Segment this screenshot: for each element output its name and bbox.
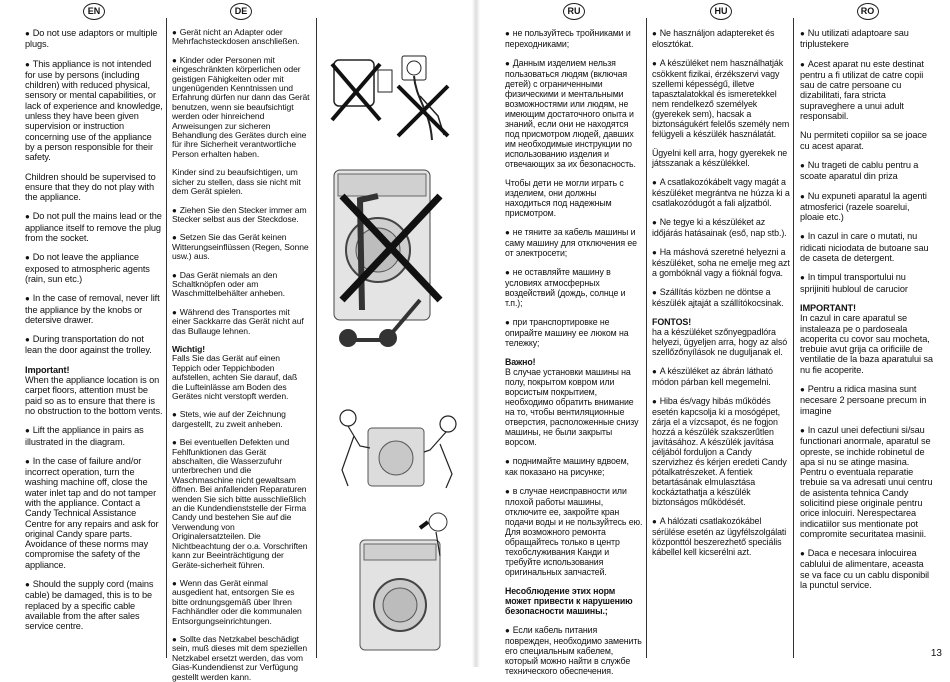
hu-paragraph-text: Szállítás közben ne döntse a készülék ajtaját a szállítókocsinak.: [652, 287, 784, 308]
de-paragraph-text: Stets, wie auf der Zeichnung dargestellt, zu zweit anheben.: [172, 409, 286, 429]
flag-en: EN: [83, 3, 105, 20]
ro-paragraph: [800, 303, 935, 375]
en-heading: Important!: [25, 364, 70, 375]
en-paragraph-text: When the appliance location is on carpet floors, attention must be paid so as to ensure that there is no obstruction to the bottom vents.: [25, 375, 163, 416]
ru-paragraph: [505, 357, 643, 447]
ru-paragraph: [505, 317, 643, 348]
ro-paragraph-text: In timpul transportului nu sprijiniti hubloul de carucior: [800, 272, 908, 294]
ro-paragraph: [800, 548, 935, 590]
de-paragraph: [172, 206, 310, 225]
de-paragraph: [172, 438, 310, 570]
column-de: [172, 0, 310, 682]
en-paragraph-text: Should the supply cord (mains cable) be damaged, this is to be replaced by a specific cable available from the after sales service centre.: [25, 579, 154, 632]
flag-de: DE: [230, 3, 252, 20]
ro-paragraph: [800, 160, 935, 182]
en-paragraph-text: In the case of failure and/or incorrect operation, turn the washing machine off, close the water inlet tap and do not tamper with the appliance. Contact a Candy Technical Assistance Centre for any repairs and ask for original Candy spare parts. Avoidance of these norms may compromise the safety of the appliance.: [25, 455, 159, 570]
de-paragraph-text: Das Gerät niemals an den Schaltknöpfen oder am Waschmittelbehälter anheben.: [172, 269, 285, 299]
ru-paragraph: [505, 586, 643, 616]
ru-paragraph: [505, 178, 643, 218]
de-paragraph-text: Sollte das Netzkabel beschädigt sein, muß dieses mit dem speziellen Netzkabel ersetzt werden, das vom Gias-Kundendienst zur Verfügung gestellt werden kann.: [172, 633, 308, 682]
de-paragraph: [172, 410, 310, 429]
ro-paragraph: [800, 130, 935, 151]
ru-paragraph-text: Если кабель питания поврежден, необходимо заменить его специальным кабелем, который можно найти в службе технического обеспечения.: [505, 625, 642, 676]
en-paragraph-text: Lift the appliance in pairs as illustrated in the diagram.: [25, 425, 144, 447]
service-illustration: [360, 513, 447, 650]
hu-paragraph: [652, 28, 790, 49]
de-paragraph-text: Falls Sie das Gerät auf einen Teppich oder Teppichboden aufstellen, achten Sie darauf, daß die Lufteinlässe am Boden des Gerätes nicht verstopft werden.: [172, 353, 298, 401]
hu-heading: FONTOS!: [652, 317, 692, 327]
ru-paragraph: [505, 486, 643, 577]
illustrations: [320, 0, 470, 667]
hu-paragraph-text: Ügyelni kell arra, hogy gyerekek ne játsszanak a készülékkel.: [652, 148, 788, 168]
en-paragraph: [25, 252, 163, 284]
ru-paragraph-text: Чтобы дети не могли играть с изделием, они должны находиться под надежным присмотром.: [505, 178, 624, 218]
text-hu: [652, 22, 790, 557]
en-paragraph: [25, 365, 163, 416]
divider: [646, 18, 647, 658]
de-paragraph: [172, 56, 310, 159]
text-ro: [800, 22, 935, 590]
hu-paragraph: [652, 177, 790, 208]
en-paragraph-text: This appliance is not intended for use by persons (including children) with reduced physical, sensory or mental capabilities, or lack of experience and knowledge, unless they have been given supervision or instruction concerning use of the appliance by a person responsible for their safety.: [25, 58, 163, 163]
hu-paragraph: [652, 317, 790, 357]
en-paragraph: [25, 579, 163, 631]
ru-paragraph-text: поднимайте машину вдвоем, как показано на рисунке;: [505, 456, 629, 477]
de-paragraph: [172, 233, 310, 261]
ru-heading: Несоблюдение этих норм может привести к нарушению безопасности машины.;: [505, 586, 633, 616]
column-ru: [505, 0, 643, 676]
en-paragraph: [25, 293, 163, 325]
de-paragraph: [172, 271, 310, 299]
ro-paragraph-text: In cazul in care aparatul se instaleaza pe o pardoseala acoperita cu covor sau mocheta, trebuie avut grija ca orificiile de ventilatie de la baza aparatului sa nu fie acoperite.: [800, 313, 933, 375]
ru-paragraph: [505, 28, 643, 49]
hu-paragraph-text: ha a készüléket szőnyegpadlóra helyezi, ügyeljen arra, hogy az alsó szellőzőnyílások ne duguljanak el.: [652, 327, 788, 357]
ro-paragraph: [800, 59, 935, 122]
ro-paragraph: [800, 272, 935, 294]
hu-paragraph-text: Ha máshová szeretné helyezni a készüléket, soha ne emelje meg azt a gombóknál vagy a fióknál fogva.: [652, 247, 790, 278]
en-paragraph: [25, 28, 163, 50]
text-de: [172, 22, 310, 682]
ru-paragraph-text: В случае установки машины на полу, покрытом ковром или ворсистым покрытием, необходимо обратить внимание на то, чтобы вентиляционные отверстия, расположенные снизу машины, не были закрыты ворсом.: [505, 367, 639, 447]
text-en: [25, 22, 163, 632]
ro-paragraph-text: Nu utilizati adaptoare sau triplustekere: [800, 28, 909, 50]
ro-paragraph: [800, 231, 935, 263]
ro-paragraph-text: Daca e necesara inlocuirea cablului de alimentare, aceasta se va face cu un cablu disponibil la punctul service.: [800, 548, 929, 591]
text-ru: [505, 22, 643, 676]
column-ro: [800, 0, 935, 667]
ru-paragraph-text: не тяните за кабель машины и саму машину для отключения ее от электросети;: [505, 227, 637, 258]
hu-paragraph-text: A hálózati csatlakozókábel sérülése esetén az ügyfélszolgálati központtól beszerezhető speciális kábellel kell kicserélni azt.: [652, 516, 787, 557]
hu-paragraph: [652, 247, 790, 278]
page-fold: [472, 0, 480, 667]
de-paragraph: [172, 635, 310, 682]
ru-paragraph: [505, 456, 643, 477]
en-paragraph: [25, 211, 163, 243]
de-heading: Wichtig!: [172, 343, 206, 354]
hu-paragraph: [652, 516, 790, 557]
hu-paragraph: [652, 396, 790, 507]
en-paragraph-text: Do not pull the mains lead or the appliance itself to remove the plug from the socket.: [25, 211, 162, 244]
ru-paragraph-text: в случае неисправности или плохой работы машины, отключите ее, закройте кран подачи воды и не пользуйтесь ею. Для возможного ремонта обращайтесь только в центр техобслуживания Канди и требуйте использования оригинальных запчастей.: [505, 486, 643, 577]
ro-paragraph-text: Nu permiteti copiilor sa se joace cu acest aparat.: [800, 130, 927, 151]
de-paragraph: [172, 168, 310, 196]
de-paragraph-text: Kinder oder Personen mit eingeschränkten körperlichen oder geistigen Fähigkeiten oder mit ungenügenden Kenntnissen und Erfahrung dürfen nur dann das Gerät benutzen, wenn sie beaufsichtigt werden oder hinreichend Anweisungen zur sicheren Behandlung des Gerätes durch eine für ihre Sicherheit verantwortliche Person erhalten haben.: [172, 54, 310, 159]
ro-paragraph: [800, 28, 935, 50]
en-paragraph: [25, 456, 163, 570]
hu-paragraph-text: Ne tegye ki a készüléket az időjárás hatásainak (eső, nap stb.).: [652, 217, 787, 238]
divider: [793, 18, 794, 658]
ru-heading: Важно!: [505, 357, 536, 367]
divider: [316, 18, 317, 658]
ru-paragraph: [505, 58, 643, 169]
en-paragraph-text: In the case of removal, never lift the appliance by the knobs or detersive drawer.: [25, 293, 160, 325]
flag-ru: RU: [563, 3, 585, 20]
en-paragraph-text: Do not use adaptors or multiple plugs.: [25, 28, 158, 50]
de-paragraph: [172, 28, 310, 47]
column-hu: [652, 0, 790, 667]
ro-paragraph-text: Pentru a ridica masina sunt necesare 2 persoane precum in imagine: [800, 384, 927, 416]
de-paragraph: [172, 345, 310, 401]
de-paragraph: [172, 308, 310, 336]
hu-paragraph-text: Ne használjon adaptereket és elosztókat.: [652, 28, 775, 49]
ru-paragraph-text: Данным изделием нельзя пользоваться людям (включая детей) с ограниченными физическими и ментальными возможностями или людям, не имеющим достаточного опыта и знаний, если они не находятся под присмотром людей, давших им необходимые инструкции по использованию изделия и отвечающих за их безопасность.: [505, 58, 636, 169]
ro-paragraph: [800, 191, 935, 223]
hu-paragraph: [652, 148, 790, 168]
de-paragraph-text: Bei eventuellen Defekten und Fehlfunktionen das Gerät abschalten, die Wasserzufuhr unterbrechen und die Waschmaschine nicht gewaltsam öffnen. Bei anfallenden Reparaturen wenden Sie sich bitte ausschließlich an die Kundendienststelle der Firma Candy und bestehen Sie auf die Verwendung von Originalersatzteilen. Die Nichtbeachtung der o.a. Vorschriften kann zur Beeinträchtigung der Geräte-sicherheit führen.: [172, 437, 308, 570]
de-paragraph-text: Ziehen Sie den Stecker immer am Stecker selbst aus der Steckdose.: [172, 204, 307, 224]
en-paragraph: [25, 425, 163, 447]
en-paragraph: [25, 172, 163, 203]
hu-paragraph-text: A készüléket az ábrán látható módon párban kell megemelni.: [652, 366, 773, 387]
de-paragraph-text: Setzen Sie das Gerät keinen Witterungseinflüssen (Regen, Sonne usw.) aus.: [172, 232, 309, 262]
de-paragraph-text: Gerät nicht an Adapter oder Mehrfachsteckdosen anschließen.: [172, 27, 300, 47]
hu-paragraph: [652, 366, 790, 387]
ro-paragraph: [800, 425, 935, 539]
en-paragraph: [25, 59, 163, 163]
ru-paragraph-text: при транспортировке не опирайте машину ее люком на тележку;: [505, 317, 629, 348]
hu-paragraph: [652, 287, 790, 308]
hu-paragraph-text: A csatlakozókábelt vagy magát a készüléket megrántva ne húzza ki a csatlakozódugót a fali aljzatból.: [652, 177, 790, 208]
flag-hu: HU: [710, 3, 732, 20]
ru-paragraph: [505, 625, 643, 676]
ro-paragraph-text: Acest aparat nu este destinat pentru a fi utilizat de catre copii sau de catre persoane cu dizabilitati, fara stricta supraveghere a unui adult responsabil.: [800, 58, 924, 122]
trolley-illustration: [334, 170, 440, 347]
ru-paragraph-text: не оставляйте машину в условиях атмосферных воздействий (дождь, солнце и т.п.);: [505, 267, 626, 308]
de-paragraph-text: Während des Transportes mit einer Sackkarre das Gerät nicht auf das Bullauge lehnen.: [172, 306, 304, 336]
flag-ro: RO: [857, 3, 879, 20]
ro-paragraph-text: Nu expuneti aparatul la agenti atmosferici (razele soarelui, ploaie etc.): [800, 190, 927, 223]
hu-paragraph-text: A készüléket nem használhatják csökkent fizikai, érzékszervi vagy szellemi képességű, illetve tapasztalatokkal és ismeretekkel nem rendelkező személyek (gyerekek sem), hacsak a biztonságukért felelős személy nem felügyeli a készülék használatát.: [652, 58, 790, 139]
de-paragraph-text: Wenn das Gerät einmal ausgedient hat, entsorgen Sie es bitte ordnungsgemäß über Ihren Fachhändler oder die kommunalen Entsorgungseinrichtungen.: [172, 577, 302, 626]
ru-paragraph: [505, 267, 643, 308]
ro-heading: IMPORTANT!: [800, 302, 856, 313]
plug-illustration: [332, 56, 448, 140]
ru-paragraph: [505, 227, 643, 258]
ru-paragraph-text: не пользуйтесь тройниками и переходниками;: [505, 28, 631, 49]
lifting-illustration: [340, 410, 456, 488]
ro-paragraph: [800, 384, 935, 416]
page-number: 13: [930, 648, 942, 659]
ro-paragraph-text: Nu trageti de cablu pentru a scoate aparatul din priza: [800, 159, 919, 182]
en-paragraph: [25, 334, 163, 356]
column-en: [25, 0, 163, 667]
en-paragraph-text: Children should be supervised to ensure that they do not play with the appliance.: [25, 171, 156, 203]
illustrations-column: [320, 0, 470, 667]
hu-paragraph: [652, 58, 790, 139]
de-paragraph-text: Kinder sind zu beaufsichtigen, um sicher zu stellen, dass sie nicht mit dem Gerät spielen.: [172, 167, 301, 197]
hu-paragraph-text: Hiba és/vagy hibás működés esetén kapcsolja ki a mosógépet, zárja el a vízcsapot, és ne fogjon hozzá a készülék szakszerűtlen javításához. A készülék javítása céljából forduljon a Candy szervizhez és kérjen eredeti Candy pótalkatrészeket. A fentiek betartásának elmulasztása kockáztathatja a készülék biztonságos működését.: [652, 396, 787, 507]
ro-paragraph-text: In cazul unei defectiuni si/sau functionari anormale, aparatul se opreste, se inchide robinetul de apa si nu se atinge masina. Pentru o eventuala reparatie trebuie sa va adresati unui centru de asistenta tehnica Candy solicitind piese originale pentru orice inlocuiri. Nerespectarea indicatiilor sus mentionate pot compromite securitatea masinii.: [800, 424, 933, 539]
hu-paragraph: [652, 217, 790, 238]
en-paragraph-text: During transportation do not lean the door against the trolley.: [25, 334, 152, 356]
divider: [166, 18, 167, 658]
ro-paragraph-text: In cazul in care o mutati, nu ridicati niciodata de butoane sau de caseta de detergent.: [800, 231, 929, 264]
de-paragraph: [172, 579, 310, 626]
en-paragraph-text: Do not leave the appliance exposed to atmospheric agents (rain, sun etc.): [25, 252, 150, 284]
